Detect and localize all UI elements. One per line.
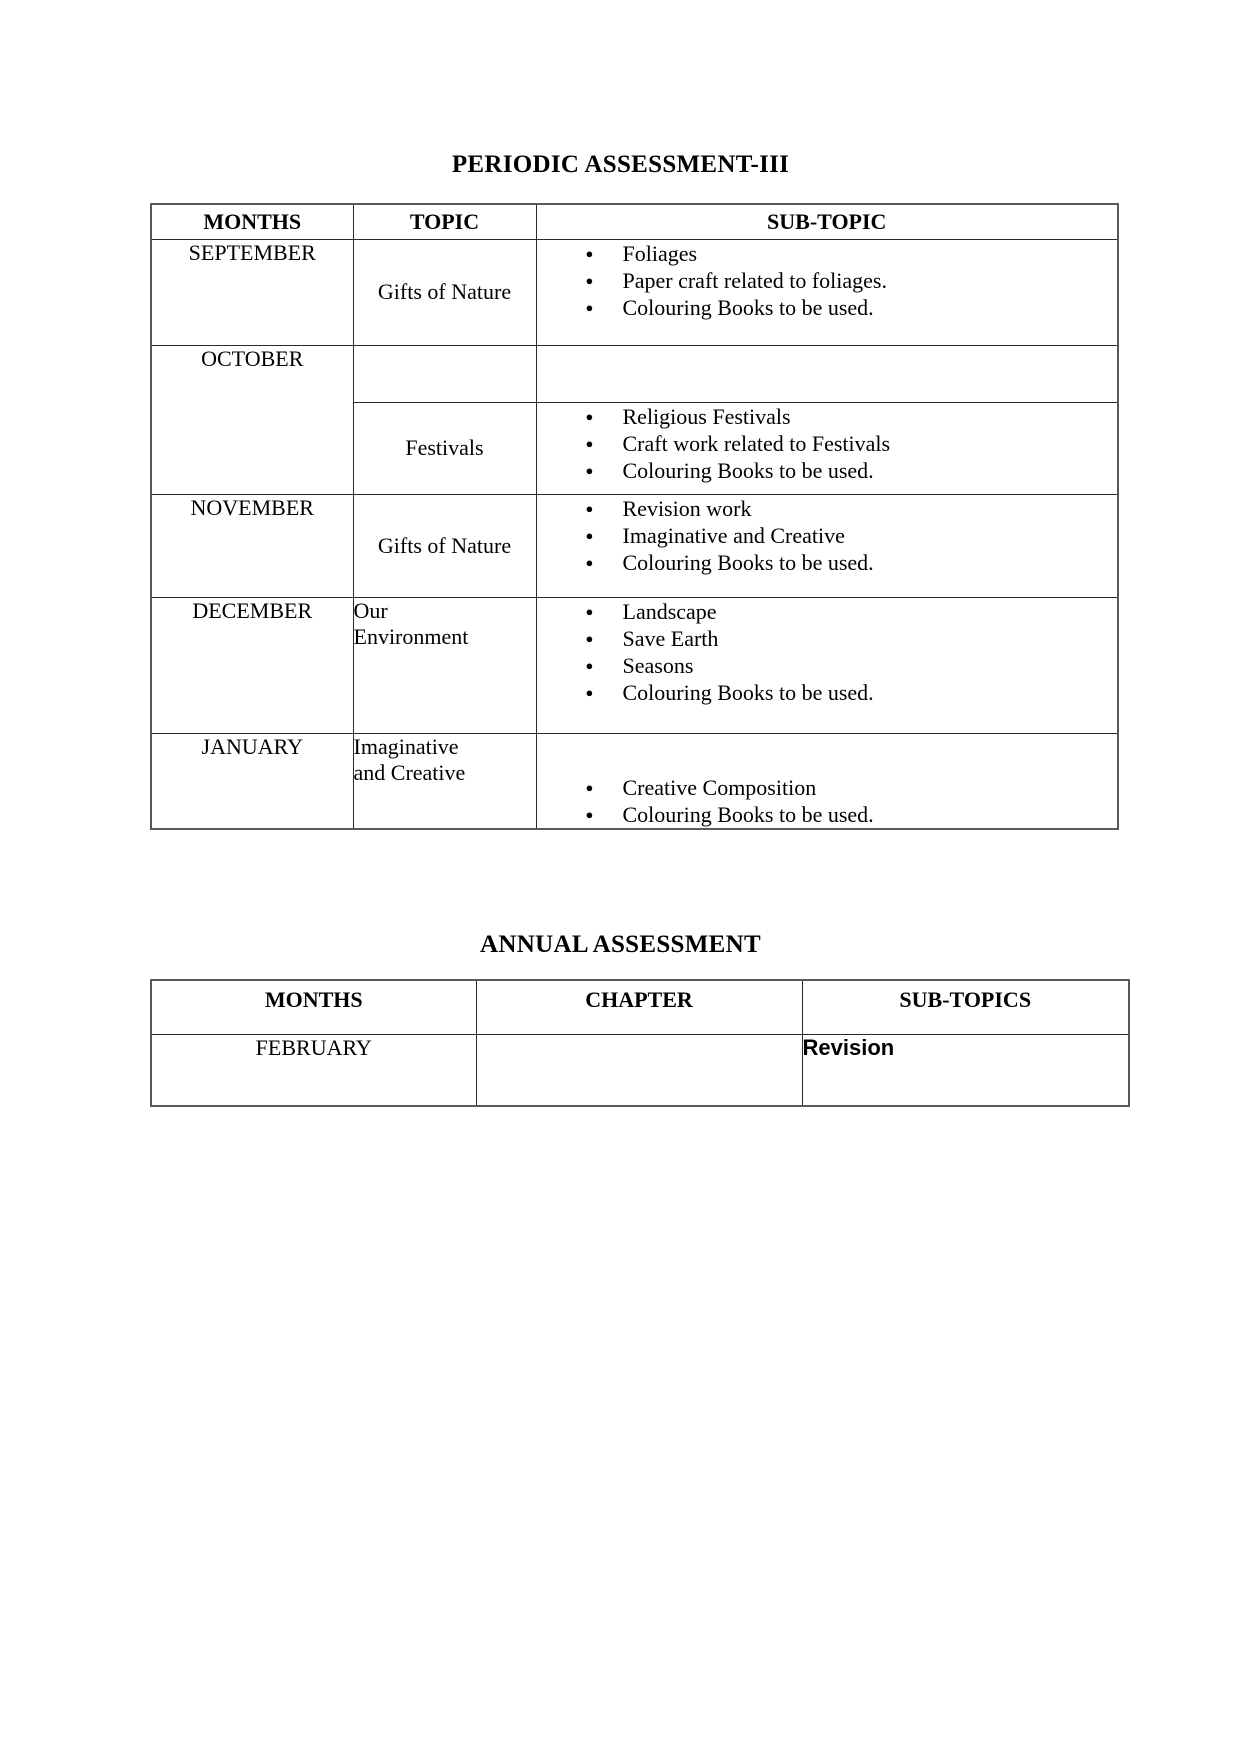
bullet-icon: ●	[585, 245, 594, 261]
subtopic-cell-empty	[536, 345, 1118, 402]
subtopic-item	[537, 598, 1118, 625]
subtopic-item	[537, 240, 1118, 267]
month-cell-october: OCTOBER	[151, 345, 353, 494]
subtopic-cell-september	[536, 239, 1118, 345]
subtopic-item	[537, 625, 1118, 652]
subtopic-text: Foliages	[622, 240, 698, 266]
bullet-icon: ●	[585, 684, 594, 700]
row-january	[151, 733, 1118, 829]
subtopic-text: Landscape	[622, 598, 717, 624]
month-cell-february: FEBRUARY	[151, 1034, 476, 1106]
topic-cell-gifts-of-nature: Gifts of Nature	[353, 239, 536, 345]
subtopic-item	[537, 495, 1118, 522]
bullet-icon: ●	[585, 462, 594, 478]
topic-cell-our-environment	[353, 597, 536, 733]
topic-cell-festivals: Festivals	[353, 402, 536, 494]
subtopic-cell-festivals	[536, 402, 1118, 494]
subtopic-cell-january	[536, 733, 1118, 829]
bullet-icon: ●	[585, 630, 594, 646]
periodic-assessment-table	[150, 203, 1119, 830]
annual-assessment-table	[150, 979, 1130, 1107]
subtopic-text: Imaginative and Creative	[622, 522, 845, 548]
subtopic-item	[537, 774, 1118, 801]
row-december	[151, 597, 1118, 733]
periodic-header-row	[151, 204, 1118, 239]
subtopic-list	[537, 495, 1118, 576]
bullet-icon: ●	[585, 272, 594, 288]
subtopic-cell-november	[536, 494, 1118, 597]
subtopic-text: Religious Festivals	[622, 403, 791, 429]
month-cell-november: NOVEMBER	[151, 494, 353, 597]
subtopic-item	[537, 522, 1118, 549]
topic-text: Our Environment	[353, 597, 469, 649]
topic-text: Imaginative and Creative	[353, 733, 466, 785]
topic-cell-empty	[353, 345, 536, 402]
bullet-icon: ●	[585, 408, 594, 424]
bullet-icon: ●	[585, 299, 594, 315]
subtopic-cell-december	[536, 597, 1118, 733]
subtopic-item	[537, 403, 1118, 430]
subtopic-list	[537, 774, 1118, 828]
bullet-icon: ●	[585, 806, 594, 822]
column-header-chapter: CHAPTER	[476, 980, 802, 1034]
subtopic-text: Colouring Books to be used.	[622, 294, 874, 320]
row-october-empty	[151, 345, 1118, 402]
month-cell-december: DECEMBER	[151, 597, 353, 733]
column-header-sub-topics: SUB-TOPICS	[802, 980, 1129, 1034]
bullet-icon: ●	[585, 435, 594, 451]
row-november	[151, 494, 1118, 597]
subtopic-list	[537, 598, 1118, 706]
subtopic-item	[537, 457, 1118, 484]
bullet-icon: ●	[585, 527, 594, 543]
row-september	[151, 239, 1118, 345]
subtopic-text: Colouring Books to be used.	[622, 801, 874, 827]
subtopic-text: Paper craft related to foliages.	[622, 267, 887, 293]
bullet-icon: ●	[585, 779, 594, 795]
topic-cell-gifts-of-nature: Gifts of Nature	[353, 494, 536, 597]
subtopic-text: Creative Composition	[622, 774, 817, 800]
subtopic-item	[537, 549, 1118, 576]
subtopic-text: Revision work	[622, 495, 752, 521]
subtopic-text: Colouring Books to be used.	[622, 679, 874, 705]
column-header-months: MONTHS	[151, 980, 476, 1034]
subtopic-text: Colouring Books to be used.	[622, 549, 874, 575]
annual-assessment-title: ANNUAL ASSESSMENT	[480, 931, 761, 958]
periodic-assessment-title: PERIODIC ASSESSMENT-III	[451, 151, 790, 178]
subtopic-text: Seasons	[622, 652, 694, 678]
subtopic-text: Colouring Books to be used.	[622, 457, 874, 483]
subtopic-item	[537, 267, 1118, 294]
bullet-icon: ●	[585, 657, 594, 673]
column-header-months: MONTHS	[151, 204, 353, 239]
bullet-icon: ●	[585, 500, 594, 516]
subtopic-list	[537, 403, 1118, 484]
bullet-icon: ●	[585, 554, 594, 570]
row-february	[151, 1034, 1129, 1106]
subtopic-item	[537, 679, 1118, 706]
column-header-sub-topic: SUB-TOPIC	[536, 204, 1118, 239]
column-header-topic: TOPIC	[353, 204, 536, 239]
subtopic-list	[537, 240, 1118, 321]
subtopic-text: Save Earth	[622, 625, 719, 651]
chapter-cell-empty	[476, 1034, 802, 1106]
bullet-icon: ●	[585, 603, 594, 619]
subtopic-text: Craft work related to Festivals	[622, 430, 891, 456]
subtopic-item	[537, 652, 1118, 679]
annual-header-row	[151, 980, 1129, 1034]
subtopic-item	[537, 801, 1118, 828]
topic-cell-imaginative-and-creative	[353, 733, 536, 829]
month-cell-january: JANUARY	[151, 733, 353, 829]
subtopic-item	[537, 294, 1118, 321]
subtopics-cell-revision: Revision	[802, 1034, 1129, 1106]
subtopic-item	[537, 430, 1118, 457]
month-cell-september: SEPTEMBER	[151, 239, 353, 345]
